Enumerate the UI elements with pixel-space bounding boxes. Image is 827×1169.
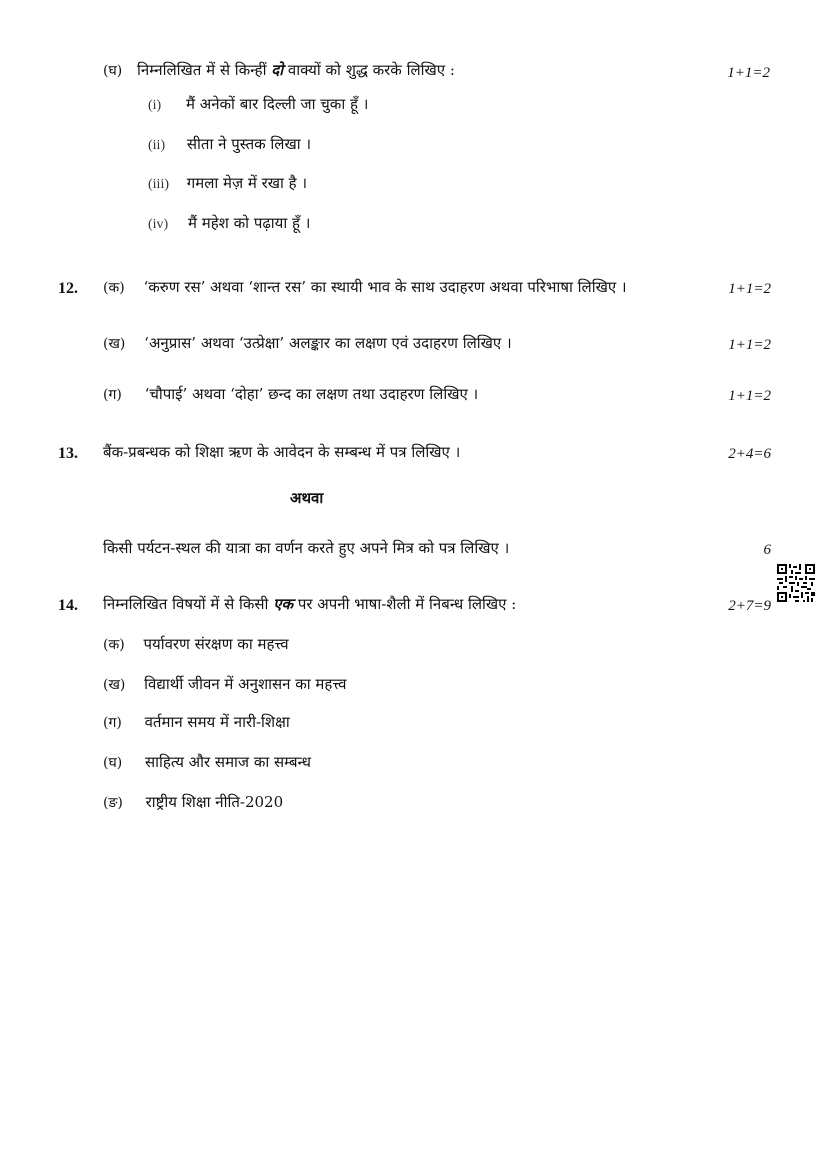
q11-gha-text-after: वाक्यों को शुद्ध करके लिखिए :	[287, 61, 455, 79]
q11-item-text: मैं अनेकों बार दिल्ली जा चुका हूँ ।	[186, 95, 369, 113]
q11-item	[148, 94, 368, 116]
q11-item-text: मैं महेश को पढ़ाया हूँ ।	[188, 214, 311, 232]
q12-part-text: ‘अनुप्रास’ अथवा ‘उत्प्रेक्षा’ अलङ्कार का लक्षण एवं उदाहरण लिखिए ।	[144, 334, 512, 352]
q12-part-marks: 1+1=2	[728, 281, 771, 297]
q12-part-kha	[103, 333, 512, 354]
q12-part-label: (ग)	[103, 387, 122, 403]
q14-number: 14.	[58, 597, 78, 614]
q12-number: 12.	[58, 280, 78, 297]
q12-part-text: ‘करुण रस’ अथवा ‘शान्त रस’ का स्थायी भाव के साथ उदाहरण अथवा परिभाषा लिखिए ।	[143, 278, 627, 296]
q13-or-label: अथवा	[290, 489, 324, 507]
q14-topic-label: (ग)	[103, 715, 122, 731]
q14-topic	[103, 712, 290, 733]
q11-gha-heading	[103, 60, 455, 81]
q12-part-marks: 1+1=2	[728, 337, 771, 353]
q14-topic-text: राष्ट्रीय शिक्षा नीति-2020	[145, 793, 284, 811]
q11-gha-label: (घ)	[103, 63, 123, 79]
q13-alt-marks: 6	[763, 542, 771, 558]
q11-gha-text-before: निम्नलिखित में से किन्हीं	[136, 61, 267, 79]
qr-code-icon	[777, 564, 815, 602]
q11-item	[148, 134, 311, 156]
q11-item-num: (i)	[148, 98, 162, 113]
q14-topic-text: साहित्य और समाज का सम्बन्ध	[144, 753, 311, 771]
q13-text: बैंक-प्रबन्धक को शिक्षा ऋण के आवेदन के सम्बन्ध में पत्र लिखिए ।	[103, 443, 461, 461]
q14-topic-label: (ख)	[103, 677, 126, 693]
q14-topic	[103, 634, 289, 655]
q11-item-num: (ii)	[148, 138, 166, 153]
q12-part-text: ‘चौपाई’ अथवा ‘दोहा’ छन्द का लक्षण तथा उदाहरण लिखिए ।	[144, 385, 479, 403]
q14-topic-text: विद्यार्थी जीवन में अनुशासन का महत्त्व	[144, 675, 347, 693]
q11-item-num: (iii)	[148, 177, 169, 192]
q14-topic	[103, 792, 283, 813]
q14-topic-text: पर्यावरण संरक्षण का महत्त्व	[143, 635, 289, 653]
q14-text-before: निम्नलिखित विषयों में से किसी	[103, 595, 269, 613]
q12-part-ka	[103, 277, 627, 298]
q11-item-text: सीता ने पुस्तक लिखा ।	[186, 135, 312, 153]
q12-part-label: (क)	[103, 280, 125, 296]
q14-text-after: पर अपनी भाषा-शैली में निबन्ध लिखिए :	[297, 595, 517, 613]
q14-topic-text: वर्तमान समय में नारी-शिक्षा	[144, 713, 290, 731]
q11-gha-emph: दो	[271, 61, 284, 79]
q14-topic-label: (घ)	[103, 755, 123, 771]
q13-alt-text: किसी पर्यटन-स्थल की यात्रा का वर्णन करते हुए अपने मित्र को पत्र लिखिए ।	[103, 539, 510, 557]
q14-topic-label: (ङ)	[103, 795, 123, 811]
q11-item-num: (iv)	[148, 217, 169, 232]
q11-item	[148, 173, 307, 195]
q14-emph: एक	[273, 595, 294, 613]
q14-topic-label: (क)	[103, 637, 125, 653]
q13-marks: 2+4=6	[728, 446, 771, 462]
q14-heading	[103, 594, 516, 614]
q11-gha-marks: 1+1=2	[727, 65, 770, 81]
q11-item	[148, 213, 310, 235]
q12-part-marks: 1+1=2	[728, 388, 771, 404]
q12-part-label: (ख)	[103, 336, 126, 352]
q13-number: 13.	[58, 445, 78, 462]
q14-marks: 2+7=9	[728, 598, 771, 614]
q14-topic	[103, 674, 347, 695]
q14-topic	[103, 752, 311, 773]
q11-item-text: गमला मेज़ में रखा है ।	[186, 174, 308, 192]
q12-part-ga	[103, 384, 478, 405]
